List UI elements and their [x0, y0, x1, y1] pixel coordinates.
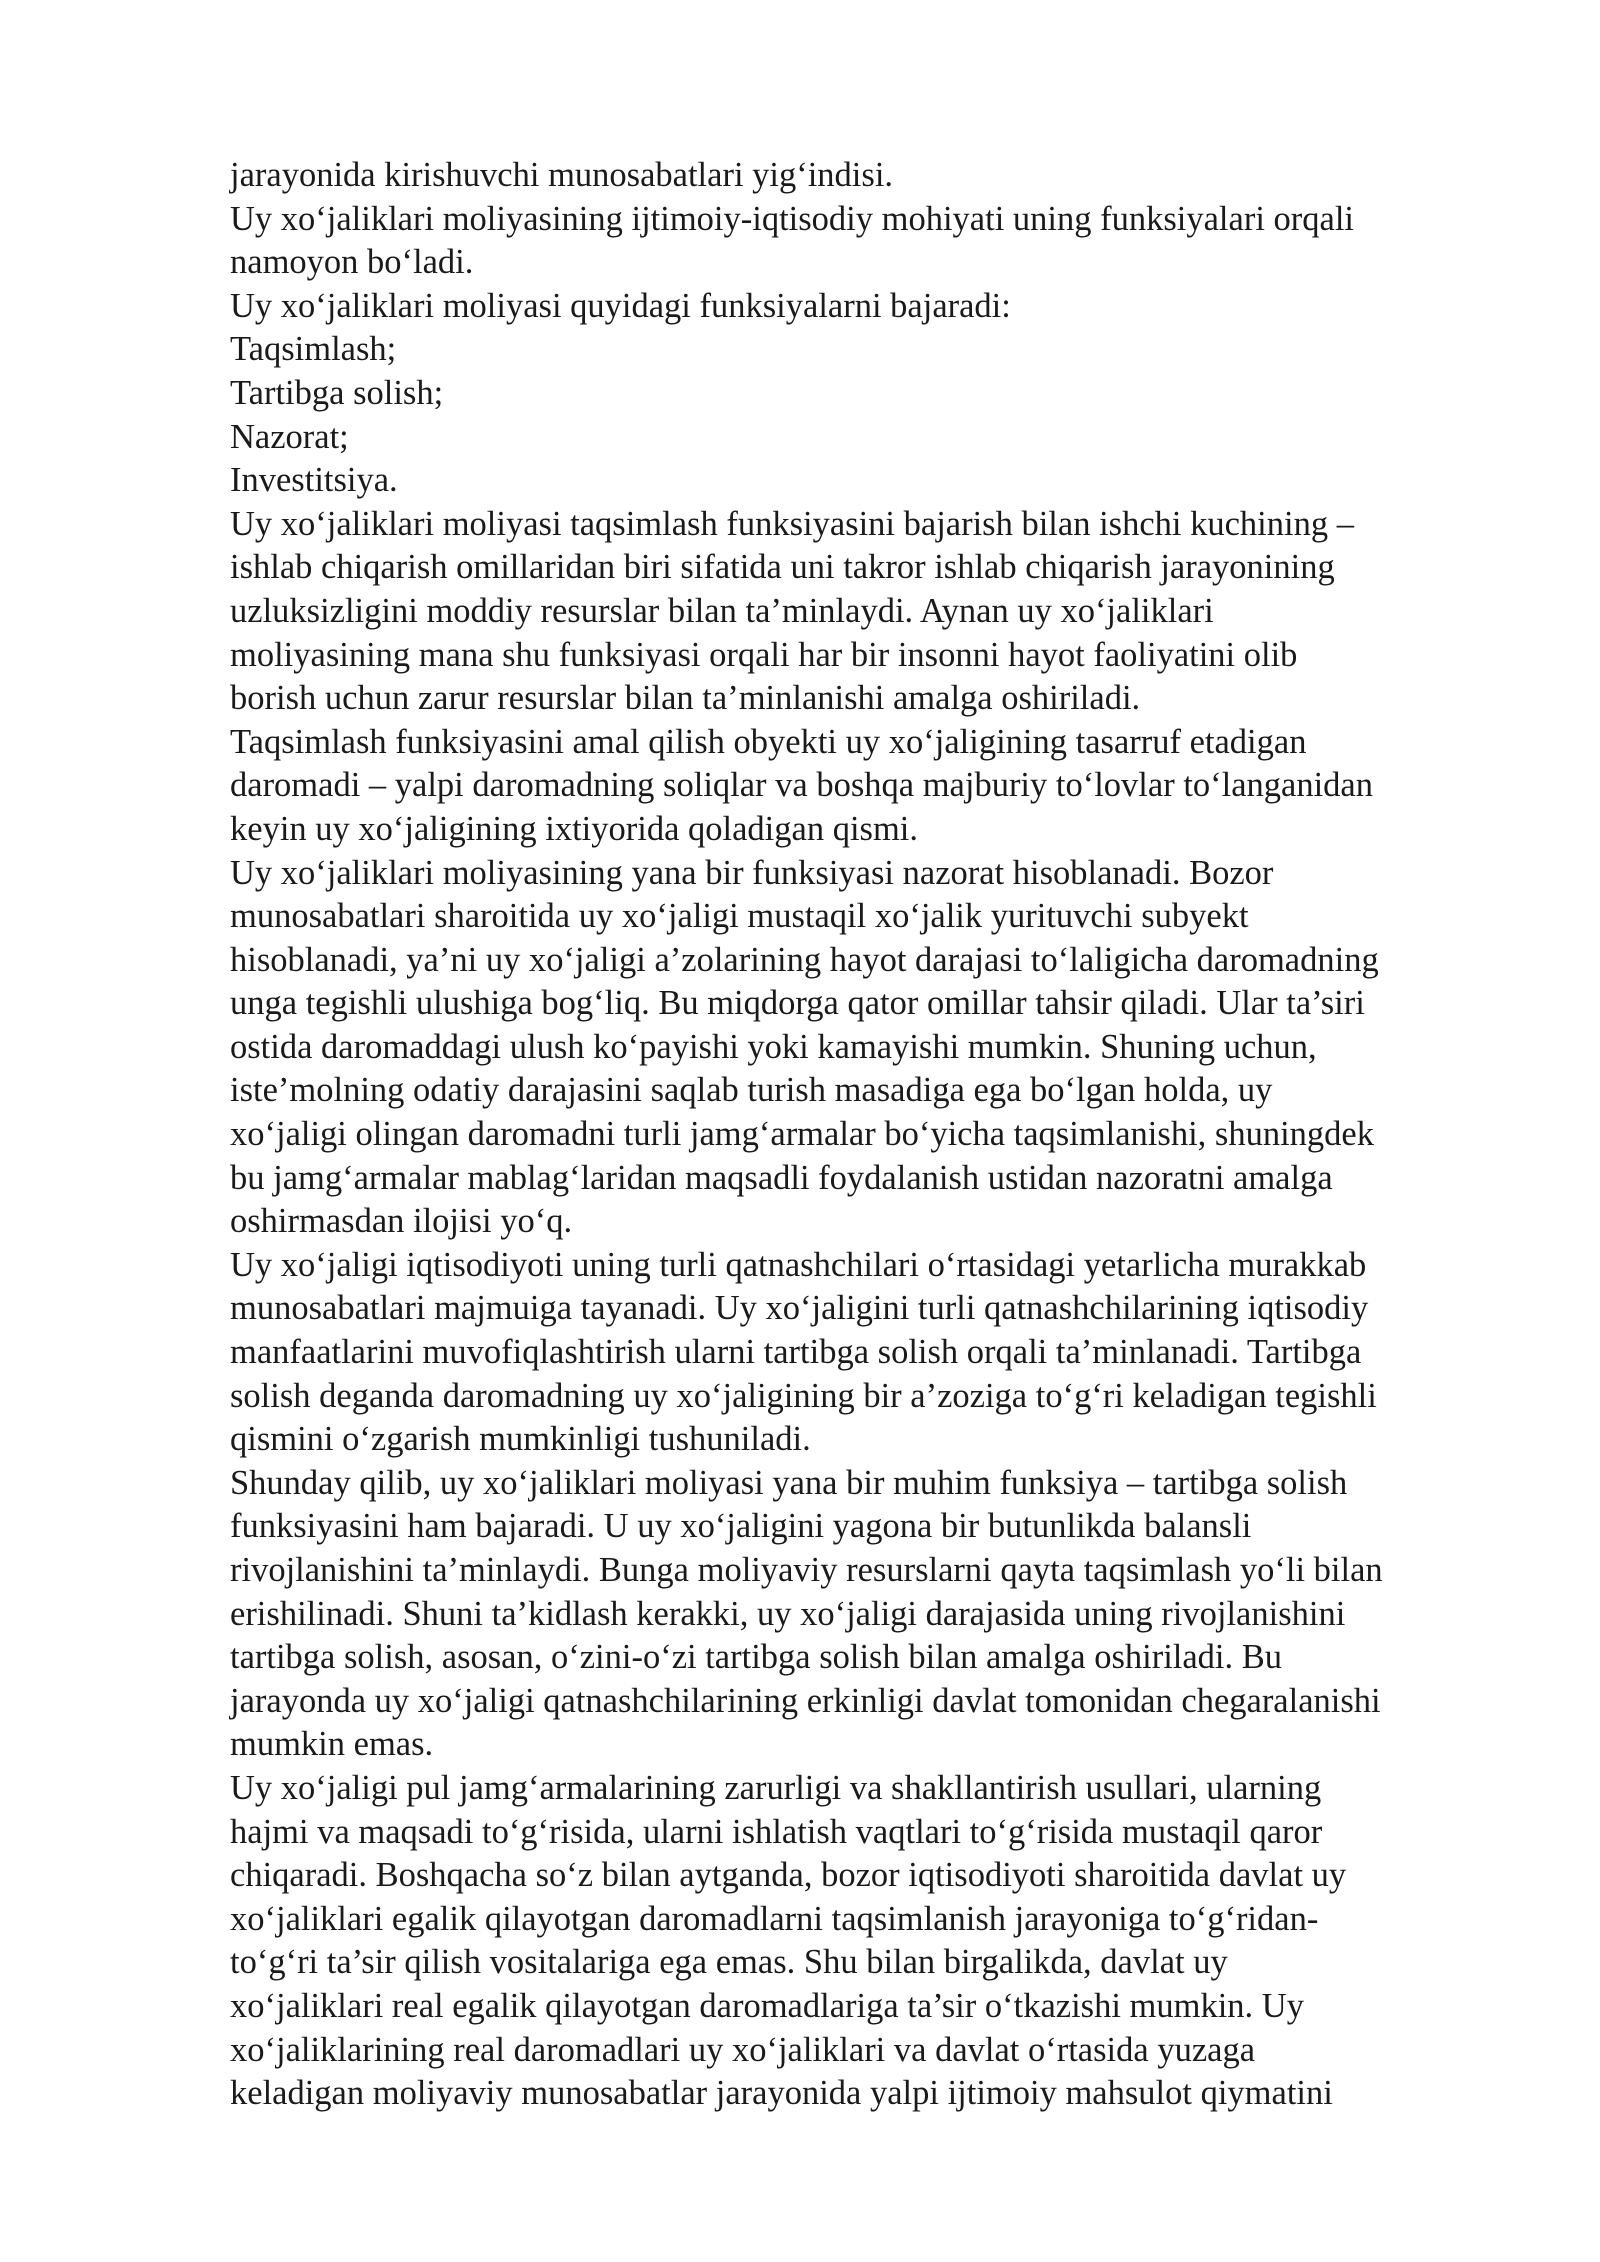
text-line: unga tegishli ulushiga bog‘liq. Bu miqdorga qator omillar tahsir qiladi. Ular ta’siri: [230, 984, 1365, 1023]
text-line: Uy xo‘jaliklari moliyasi quyidagi funksiyalarni bajaradi:: [230, 286, 1011, 325]
text-line: xo‘jaliklari egalik qilayotgan daromadlarni taqsimlanish jarayoniga to‘g‘ridan-: [230, 1899, 1319, 1938]
text-line: Taqsimlash;: [230, 330, 397, 369]
text-line: chiqaradi. Boshqacha so‘z bilan aytganda, bozor iqtisodiyoti sharoitida davlat uy: [230, 1856, 1347, 1895]
text-line: hajmi va maqsadi to‘g‘risida, ularni ishlatish vaqtlari to‘g‘risida mustaqil qaror: [230, 1812, 1323, 1851]
text-line: Shunday qilib, uy xo‘jaliklari moliyasi yana bir muhim funksiya – tartibga solish: [230, 1463, 1348, 1502]
text-line: munosabatlari majmuiga tayanadi. Uy xo‘jaligini turli qatnashchilarining iqtisodiy: [230, 1289, 1369, 1328]
text-line: Uy xo‘jaliklari moliyasining ijtimoiy-iqtisodiy mohiyati uning funksiyalari orqali: [230, 199, 1354, 238]
text-line: uzluksizligini moddiy resurslar bilan ta’minlaydi. Aynan uy xo‘jaliklari: [230, 591, 1214, 630]
text-line: Uy xo‘jaliklari moliyasining yana bir funksiyasi nazorat hisoblanadi. Bozor: [230, 853, 1274, 892]
text-line: manfaatlarini muvofiqlashtirish ularni tartibga solish orqali ta’minlanadi. Tartibga: [230, 1333, 1362, 1372]
text-line: ishlab chiqarish omillaridan biri sifatida uni takror ishlab chiqarish jarayonining: [230, 548, 1335, 587]
text-line: namoyon bo‘ladi.: [230, 243, 474, 282]
text-line: iste’molning odatiy darajasini saqlab turish masadiga ega bo‘lgan holda, uy: [230, 1071, 1273, 1110]
text-line: keladigan moliyaviy munosabatlar jarayonida yalpi ijtimoiy mahsulot qiymatini: [230, 2074, 1333, 2113]
text-line: xo‘jaliklarining real daromadlari uy xo‘jaliklari va davlat o‘rtasida yuzaga: [230, 2030, 1256, 2069]
text-line: borish uchun zarur resurslar bilan ta’minlanishi amalga oshiriladi.: [230, 679, 1141, 718]
text-line: moliyasining mana shu funksiyasi orqali har bir insonni hayot faoliyatini olib: [230, 635, 1298, 674]
text-line: xo‘jaligi olingan daromadni turli jamg‘armalar bo‘yicha taqsimlanishi, shuningdek: [230, 1115, 1374, 1154]
text-line: tartibga solish, asosan, o‘zini-o‘zi tartibga solish bilan amalga oshiriladi. Bu: [230, 1638, 1283, 1677]
text-line: Nazorat;: [230, 417, 349, 456]
text-line: rivojlanishini ta’minlaydi. Bunga moliyaviy resurslarni qayta taqsimlash yo‘li bilan: [230, 1551, 1383, 1589]
text-line: erishilinadi. Shuni ta’kidlash kerakki, uy xo‘jaligi darajasida uning rivojlanishini: [230, 1594, 1346, 1633]
text-line: Tartibga solish;: [230, 373, 444, 412]
text-line: funksiyasini ham bajaradi. U uy xo‘jaligini yagona bir butunlikda balansli: [230, 1507, 1252, 1546]
text-line: to‘g‘ri ta’sir qilish vositalariga ega emas. Shu bilan birgalikda, davlat uy: [230, 1943, 1228, 1982]
text-line: oshirmasdan ilojisi yo‘q.: [230, 1202, 573, 1241]
text-line: hisoblanadi, ya’ni uy xo‘jaligi a’zolarining hayot darajasi to‘laligicha daromadning: [230, 940, 1379, 979]
text-line: mumkin emas.: [230, 1725, 434, 1764]
text-line: ostida daromaddagi ulush ko‘payishi yoki kamayishi mumkin. Shuning uchun,: [230, 1027, 1317, 1066]
text-line: solish deganda daromadning uy xo‘jaligining bir a’zoziga to‘g‘ri keladigan tegishli: [230, 1376, 1377, 1415]
text-line: keyin uy xo‘jaligining ixtiyorida qoladigan qismi.: [230, 809, 918, 848]
text-line: Uy xo‘jaligi iqtisodiyoti uning turli qatnashchilari o‘rtasidagi yetarlicha murakkab: [230, 1245, 1367, 1284]
text-line: Uy xo‘jaligi pul jamg‘armalarining zarurligi va shakllantirish usullari, ularning: [230, 1768, 1322, 1807]
text-line: munosabatlari sharoitida uy xo‘jaligi mustaqil xo‘jalik yurituvchi subyekt: [230, 897, 1249, 936]
text-line: Investitsiya.: [230, 461, 398, 500]
text-line: jarayonda uy xo‘jaligi qatnashchilarining erkinligi davlat tomonidan chegaralanishi: [230, 1681, 1381, 1720]
text-line: qismini o‘zgarish mumkinligi tushuniladi.: [230, 1420, 811, 1459]
text-line: daromadi – yalpi daromadning soliqlar va boshqa majburiy to‘lovlar to‘langanidan: [230, 766, 1373, 805]
text-line: jarayonida kirishuvchi munosabatlari yig‘indisi.: [230, 156, 894, 194]
text-line: Taqsimlash funksiyasini amal qilish obyekti uy xo‘jaligining tasarruf etadigan: [230, 722, 1307, 761]
body-text: [230, 154, 1500, 2116]
text-line: Uy xo‘jaliklari moliyasi taqsimlash funksiyasini bajarish bilan ishchi kuchining –: [230, 504, 1354, 543]
text-line: bu jamg‘armalar mablag‘laridan maqsadli foydalanish ustidan nazoratni amalga: [230, 1158, 1333, 1197]
text-line: xo‘jaliklari real egalik qilayotgan daromadlariga ta’sir o‘tkazishi mumkin. Uy: [230, 1986, 1304, 2025]
